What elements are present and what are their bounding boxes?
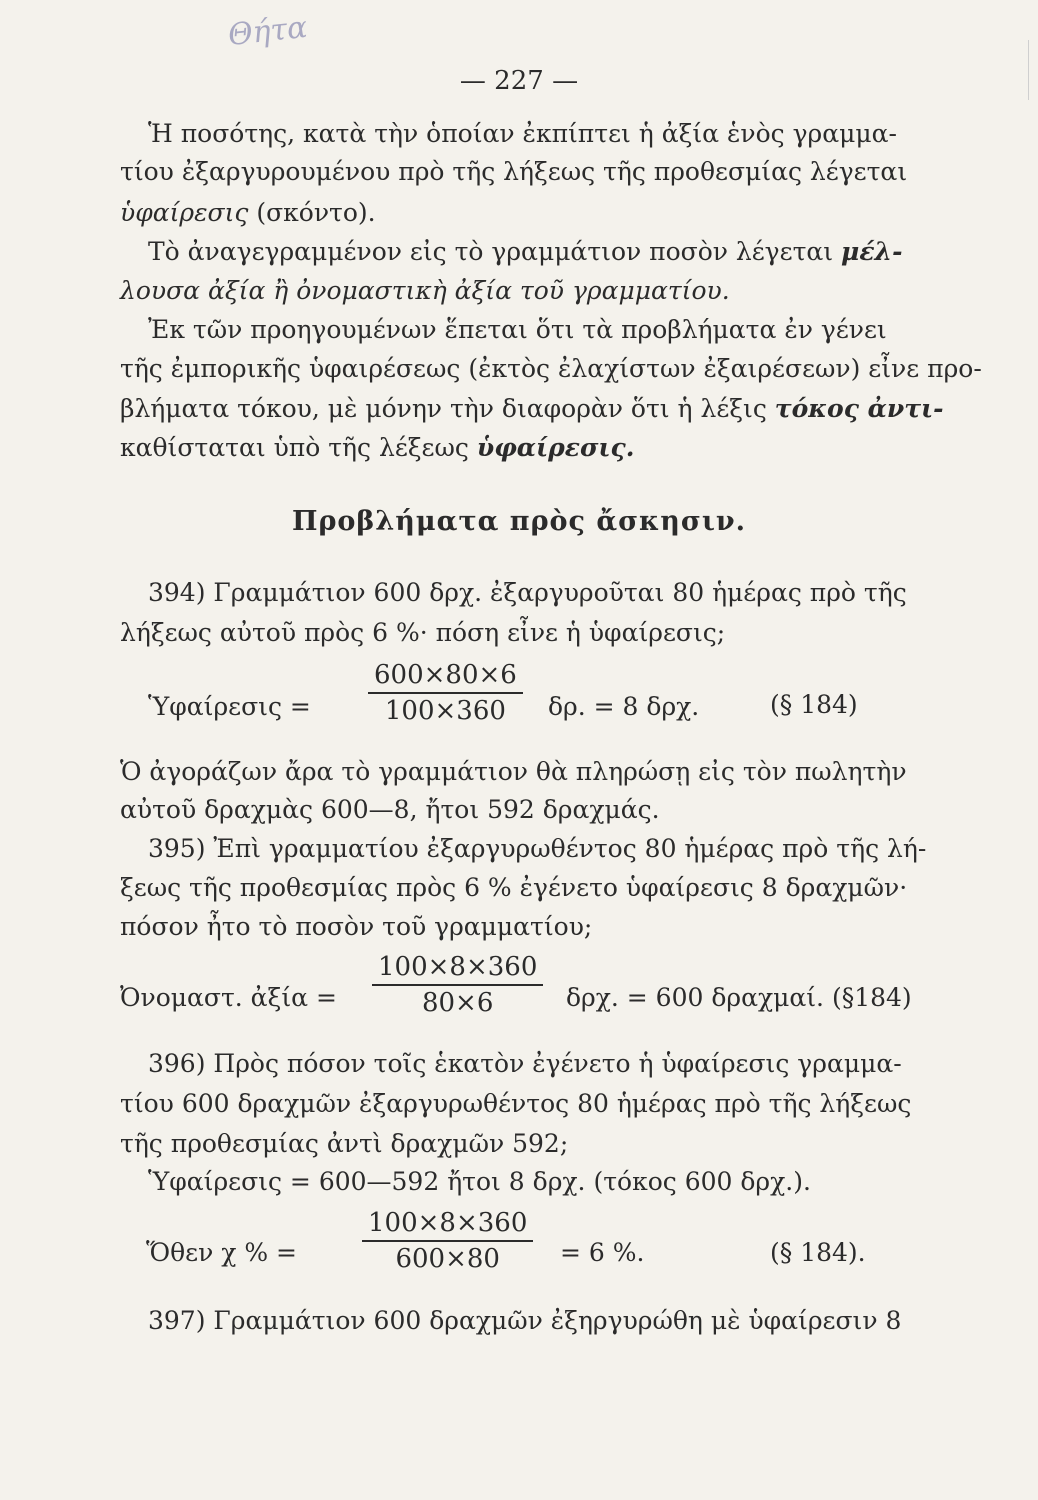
problem-394-line-4 [120, 793, 660, 827]
term-discount: ὑφαίρεσις [120, 198, 249, 227]
page-number: — 227 — [459, 66, 579, 96]
intro-text: καθίσταται ὑπὸ τῆς λέξεως [120, 433, 477, 462]
problem-396-line-2 [120, 1087, 911, 1121]
term-discount: ὑφαίρεσις. [476, 433, 635, 462]
term-interest: τόκος ἀντι- [774, 394, 944, 423]
intro-line-5 [120, 274, 730, 308]
problem-397-line-1 [148, 1304, 901, 1338]
fraction-denominator: 600×80 [362, 1240, 533, 1274]
intro-line-6 [148, 313, 888, 347]
formula-395-result: δρχ. = 600 δραχμαί. (§184) [566, 983, 912, 1012]
intro-line-2 [120, 155, 908, 189]
intro-text: λουσα ἀξία ἢ ὀνομαστικὴ ἀξία τοῦ γραμματίου. [120, 276, 730, 305]
problem-394-line-2 [120, 616, 725, 650]
problem-395-line-3 [120, 910, 592, 944]
problem-396-line-1 [148, 1047, 902, 1081]
intro-line-7 [120, 352, 982, 386]
intro-text: Ἐκ τῶν προηγουμένων ἕπεται ὅτι τὰ προβλήματα ἐν γένει [148, 315, 887, 344]
problem-text: 394) Γραμμάτιον 600 δρχ. ἐξαργυροῦται 80 ἡμέρας πρὸ τῆς [148, 578, 907, 607]
fraction-numerator: 600×80×6 [374, 660, 517, 690]
problem-text: τῆς προθεσμίας ἀντὶ δραχμῶν 592; [120, 1129, 569, 1158]
handwritten-annotation: Θήτα [226, 9, 310, 54]
problem-text: λήξεως αὐτοῦ πρὸς 6 %· πόση εἶνε ἡ ὑφαίρεσις; [120, 618, 726, 647]
term-face-value: μέλ- [841, 237, 903, 266]
formula-396-reference: (§ 184). [770, 1238, 866, 1267]
problem-text: ξεως τῆς προθεσμίας πρὸς 6 % ἐγένετο ὑφαίρεσις 8 δραχμῶν· [120, 873, 908, 902]
formula-396-label: Ὅθεν χ % = [146, 1238, 297, 1267]
intro-text: τίου ἐξαργυρουμένου πρὸ τῆς λήξεως τῆς προθεσμίας λέγεται [120, 157, 908, 186]
problem-text: 395) Ἐπὶ γραμματίου ἐξαργυρωθέντος 80 ἡμέρας πρὸ τῆς λή- [148, 834, 927, 863]
problem-394-line-1 [148, 576, 907, 610]
formula-396-result: = 6 %. [560, 1238, 645, 1267]
problem-395-line-1 [148, 832, 926, 866]
formula-394-result: δρ. = 8 δρχ. [548, 692, 700, 721]
problem-396-line-3 [120, 1127, 568, 1161]
problem-text: τίου 600 δραχμῶν ἐξαργυρωθέντος 80 ἡμέρας πρὸ τῆς λήξεως [120, 1089, 912, 1118]
intro-text: Τὸ ἀναγεγραμμένον εἰς τὸ γραμμάτιον ποσὸν λέγεται [148, 237, 842, 266]
intro-text: (σκόντο). [248, 198, 376, 227]
intro-line-1 [148, 117, 897, 151]
fraction-numerator: 100×8×360 [368, 1208, 528, 1238]
problem-text: Ὁ ἀγοράζων ἄρα τὸ γραμμάτιον θὰ πληρώσῃ εἰς τὸν πωλητὴν [120, 757, 907, 786]
problem-395-line-2 [120, 871, 907, 905]
problem-396-line-4 [148, 1165, 811, 1199]
intro-line-3 [120, 196, 376, 230]
intro-line-8 [120, 392, 944, 426]
problem-text: 396) Πρὸς πόσον τοῖς ἑκατὸν ἐγένετο ἡ ὑφαίρεσις γραμμα- [148, 1049, 902, 1078]
intro-line-4 [148, 235, 902, 269]
problem-text: Ὑφαίρεσις = 600—592 ἤτοι 8 δρχ. (τόκος 600 δρχ.). [148, 1167, 811, 1196]
problem-text: πόσον ἦτο τὸ ποσὸν τοῦ γραμματίου; [120, 912, 593, 941]
problem-text: αὐτοῦ δραχμὰς 600—8, ἤτοι 592 δραχμάς. [120, 795, 660, 824]
fraction-numerator: 100×8×360 [378, 952, 538, 982]
formula-394-fraction [368, 660, 523, 726]
section-heading: Προβλήματα πρὸς ἄσκησιν. [291, 506, 747, 537]
intro-line-9 [120, 431, 634, 465]
formula-394-reference: (§ 184) [770, 690, 858, 719]
formula-395-label: Ὀνομαστ. ἀξία = [120, 983, 337, 1012]
problem-394-line-3 [120, 755, 907, 789]
problem-text: 397) Γραμμάτιον 600 δραχμῶν ἐξηργυρώθη μὲ ὑφαίρεσιν 8 [148, 1306, 902, 1335]
intro-text: τῆς ἐμπορικῆς ὑφαιρέσεως (ἐκτὸς ἐλαχίστων ἐξαιρέσεων) εἶνε προ- [120, 354, 982, 383]
intro-text: βλήματα τόκου, μὲ μόνην τὴν διαφορὰν ὅτι ἡ λέξις [120, 394, 775, 423]
formula-394-label: Ὑφαίρεσις = [148, 692, 311, 721]
formula-396-fraction [362, 1208, 533, 1274]
fraction-denominator: 100×360 [368, 692, 523, 726]
intro-text: Ἡ ποσότης, κατὰ τὴν ὁποίαν ἐκπίπτει ἡ ἀξία ἑνὸς γραμμα- [148, 119, 897, 148]
fraction-denominator: 80×6 [372, 984, 543, 1018]
formula-395-fraction [372, 952, 543, 1018]
